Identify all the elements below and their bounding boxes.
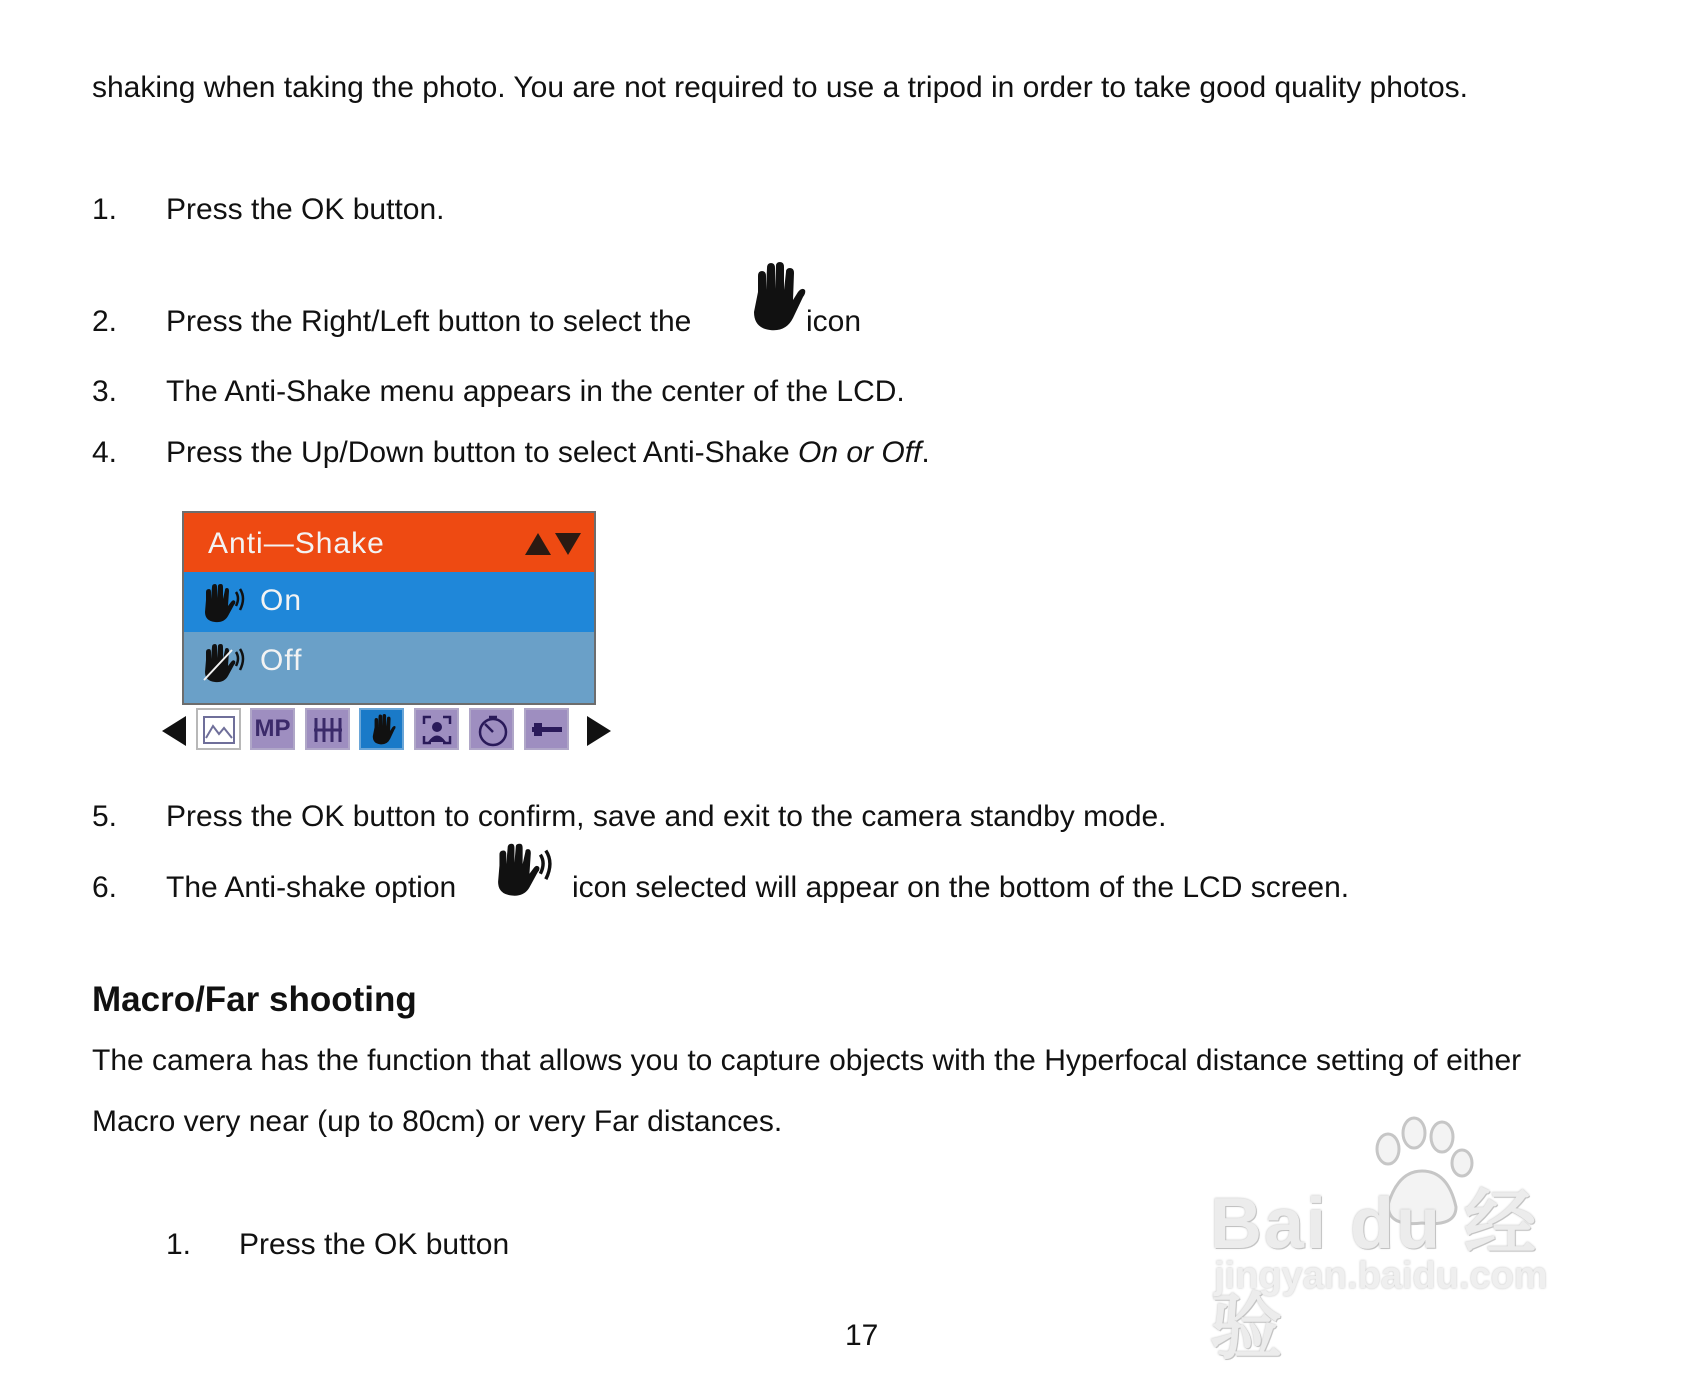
hand-icon: [748, 262, 806, 334]
step-2-icon-suffix: icon: [806, 305, 862, 338]
toolbar-scene-tile: [196, 708, 241, 750]
watermark-brand: Bai du 经验: [1210, 1184, 1539, 1368]
step-4-end: .: [921, 436, 930, 469]
step-2-text: Press the Right/Left button to select the: [166, 305, 692, 338]
right-arrow-icon: [585, 714, 613, 748]
left-arrow-icon: [160, 714, 188, 748]
step-4-text: [166, 435, 930, 471]
toolbar-antishake-tile: [359, 708, 404, 750]
settings-icon: [530, 720, 566, 740]
section-body-line-1: The camera has the function that allows you to capture objects with the Hyperfocal distance setting of either: [92, 1044, 1522, 1077]
shaking-hand-icon: [494, 842, 554, 900]
toolbar-settings-tile: [524, 708, 569, 750]
step-3-text: The Anti-Shake menu appears in the center of the LCD.: [166, 375, 905, 408]
section-heading: Macro/Far shooting: [92, 980, 417, 1019]
macro-step-1-text: Press the OK button: [239, 1228, 510, 1261]
scene-icon: [203, 716, 235, 744]
lcd-option-off-label: Off: [260, 644, 303, 677]
face-detect-icon: [422, 715, 452, 745]
baidu-watermark: [1210, 1115, 1610, 1368]
lcd-menu-title: Anti—Shake: [208, 527, 385, 560]
toolbar-quality-tile: [305, 708, 350, 750]
watermark-url: jingyan.baidu.com: [1214, 1255, 1548, 1297]
lcd-option-on-label: On: [260, 584, 303, 617]
page-number: 17: [845, 1319, 879, 1352]
step-6-text: The Anti-shake option: [166, 871, 457, 904]
lcd-option-off: [182, 632, 596, 705]
macro-step-1-number: 1.: [166, 1228, 192, 1261]
step-6-number: 6.: [92, 871, 118, 904]
step-5-number: 5.: [92, 800, 118, 833]
toolbar-face-detect-tile: [414, 708, 459, 750]
toolbar-self-timer-tile: [469, 708, 514, 750]
section-body-line-2: Macro very near (up to 80cm) or very Far distances.: [92, 1105, 783, 1138]
shaking-hand-off-icon: [202, 644, 246, 684]
step-4-text-main: Press the Up/Down button to select Anti-Shake: [166, 436, 799, 469]
step-4-number: 4.: [92, 436, 118, 469]
step-3-number: 3.: [92, 375, 118, 408]
lcd-menu-title-bar: [182, 511, 596, 572]
step-2-number: 2.: [92, 305, 118, 338]
lcd-option-on: [182, 572, 596, 632]
megapixel-icon: MP: [254, 715, 291, 742]
step-1-text: Press the OK button.: [166, 193, 445, 226]
step-5-text: Press the OK button to confirm, save and exit to the camera standby mode.: [166, 800, 1167, 833]
quality-icon: [312, 716, 344, 744]
step-6-icon-suffix: icon selected will appear on the bottom of the LCD screen.: [572, 871, 1350, 904]
toolbar-megapixel-tile: [250, 708, 295, 750]
hand-icon: [368, 714, 398, 746]
step-1-number: 1.: [92, 193, 118, 226]
up-down-arrows-icon: [522, 529, 584, 557]
intro-text: shaking when taking the photo. You are not required to use a tripod in order to take good quality photos.: [92, 71, 1468, 104]
step-4-italic: On or Off: [798, 436, 922, 469]
shaking-hand-icon: [202, 584, 246, 624]
self-timer-icon: [477, 715, 509, 747]
